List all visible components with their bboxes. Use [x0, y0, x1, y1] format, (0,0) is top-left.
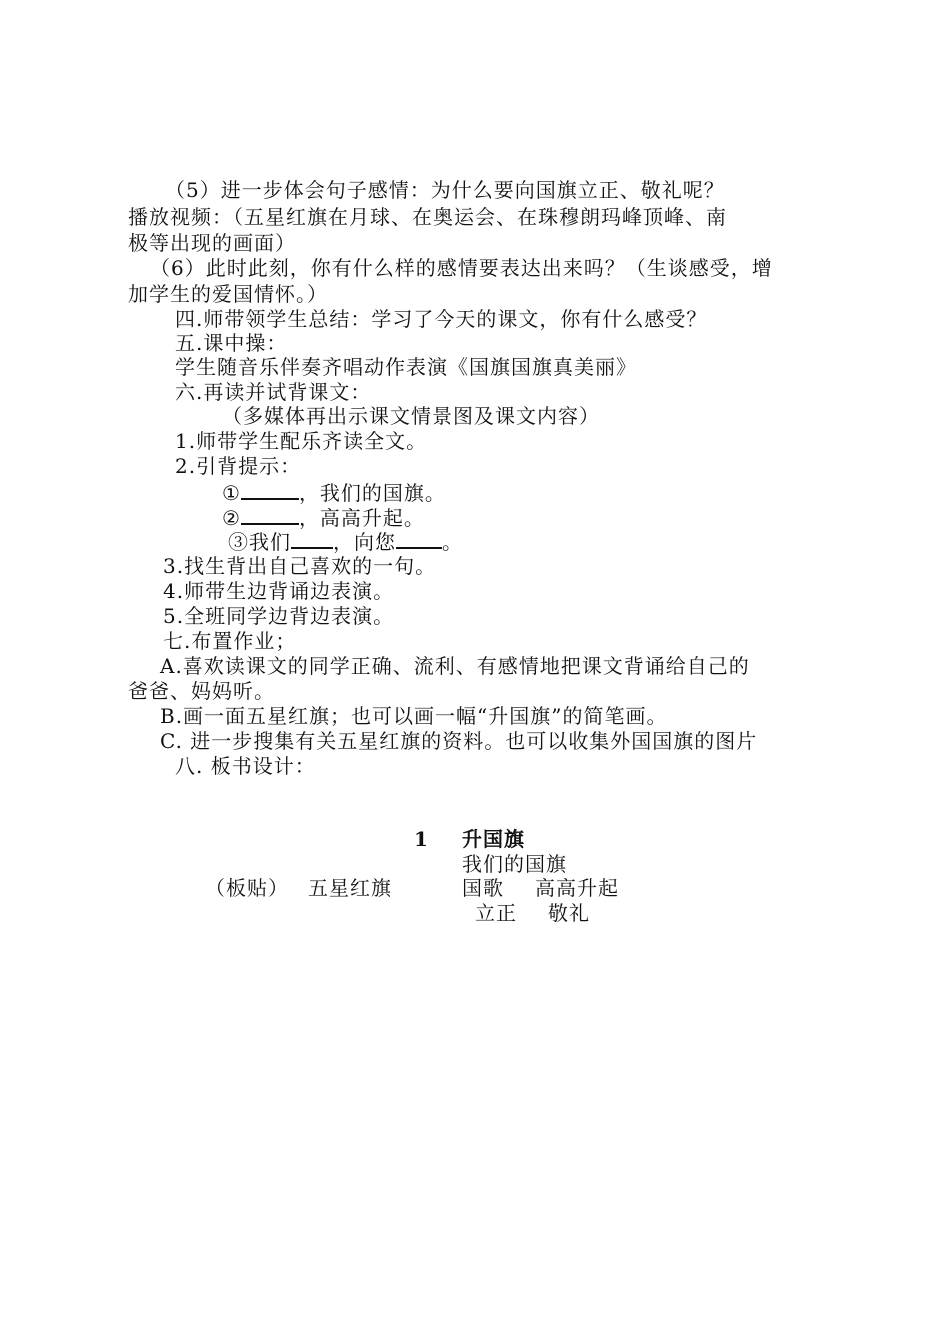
list-item: 2.引背提示：: [175, 454, 302, 478]
board-text: 五星红旗: [308, 876, 392, 900]
board-text: 我们的国旗: [462, 852, 567, 876]
homework-item: C. 进一步搜集有关五星红旗的资料。也可以收集外国国旗的图片: [160, 729, 758, 753]
recite-prompt-2: [222, 505, 425, 530]
fill-blank: [241, 480, 299, 500]
text-line: 极等出现的画面）: [128, 231, 296, 255]
prompt-text: ，向您: [333, 530, 396, 554]
recite-prompt-3: [228, 529, 463, 554]
prompt-marker: ②: [222, 506, 241, 530]
recite-prompt-1: [222, 480, 446, 505]
section-heading: 四.师带领学生总结：学习了今天的课文，你有什么感受？: [175, 307, 708, 331]
list-item: 5.全班同学边背边表演。: [163, 604, 395, 628]
list-item: 1.师带学生配乐齐读全文。: [175, 429, 428, 453]
prompt-text: 。: [442, 530, 463, 554]
homework-item: B.画一面五星红旗；也可以画一幅“升国旗”的简笔画。: [160, 704, 668, 728]
list-item: 4.师带生边背诵边表演。: [163, 579, 395, 603]
homework-item: A.喜欢读课文的同学正确、流利、有感情地把课文背诵给自己的: [160, 654, 750, 678]
text-line: （多媒体再出示课文情景图及课文内容）: [222, 404, 600, 428]
fill-blank: [241, 505, 299, 525]
section-heading: 六.再读并试背课文：: [175, 380, 372, 404]
prompt-text: ，高高升起。: [298, 506, 425, 530]
text-line: 学生随音乐伴奏齐唱动作表演《国旗国旗真美丽》: [175, 355, 637, 379]
board-text: 敬礼: [548, 901, 590, 925]
board-label: （板贴）: [205, 876, 289, 900]
board-lesson-number: 1: [414, 827, 429, 851]
homework-item: 爸爸、妈妈听。: [128, 679, 275, 703]
section-heading: 七.布置作业；: [163, 629, 297, 653]
prompt-marker: ①: [222, 481, 241, 505]
list-item: 3.找生背出自己喜欢的一句。: [163, 554, 437, 578]
fill-blank: [396, 529, 442, 549]
prompt-text: ，我们的国旗。: [298, 481, 446, 505]
text-line: 加学生的爱国情怀。）: [128, 282, 328, 306]
text-line: 播放视频：（五星红旗在月球、在奥运会、在珠穆朗玛峰顶峰、南: [128, 205, 727, 229]
fill-blank: [291, 529, 333, 549]
text-line: （6）此时此刻，你有什么样的感情要表达出来吗？（生谈感受，增: [150, 256, 773, 280]
section-heading: 八. 板书设计：: [175, 754, 316, 778]
board-text: 立正: [475, 901, 517, 925]
board-text: 国歌: [462, 876, 504, 900]
section-heading: 五.课中操：: [175, 331, 288, 355]
board-title: 升国旗: [462, 827, 525, 851]
text-line: （5）进一步体会句子感情：为什么要向国旗立正、敬礼呢？: [165, 178, 725, 202]
prompt-text: ③我们: [228, 530, 291, 554]
board-text: 高高升起: [535, 876, 619, 900]
